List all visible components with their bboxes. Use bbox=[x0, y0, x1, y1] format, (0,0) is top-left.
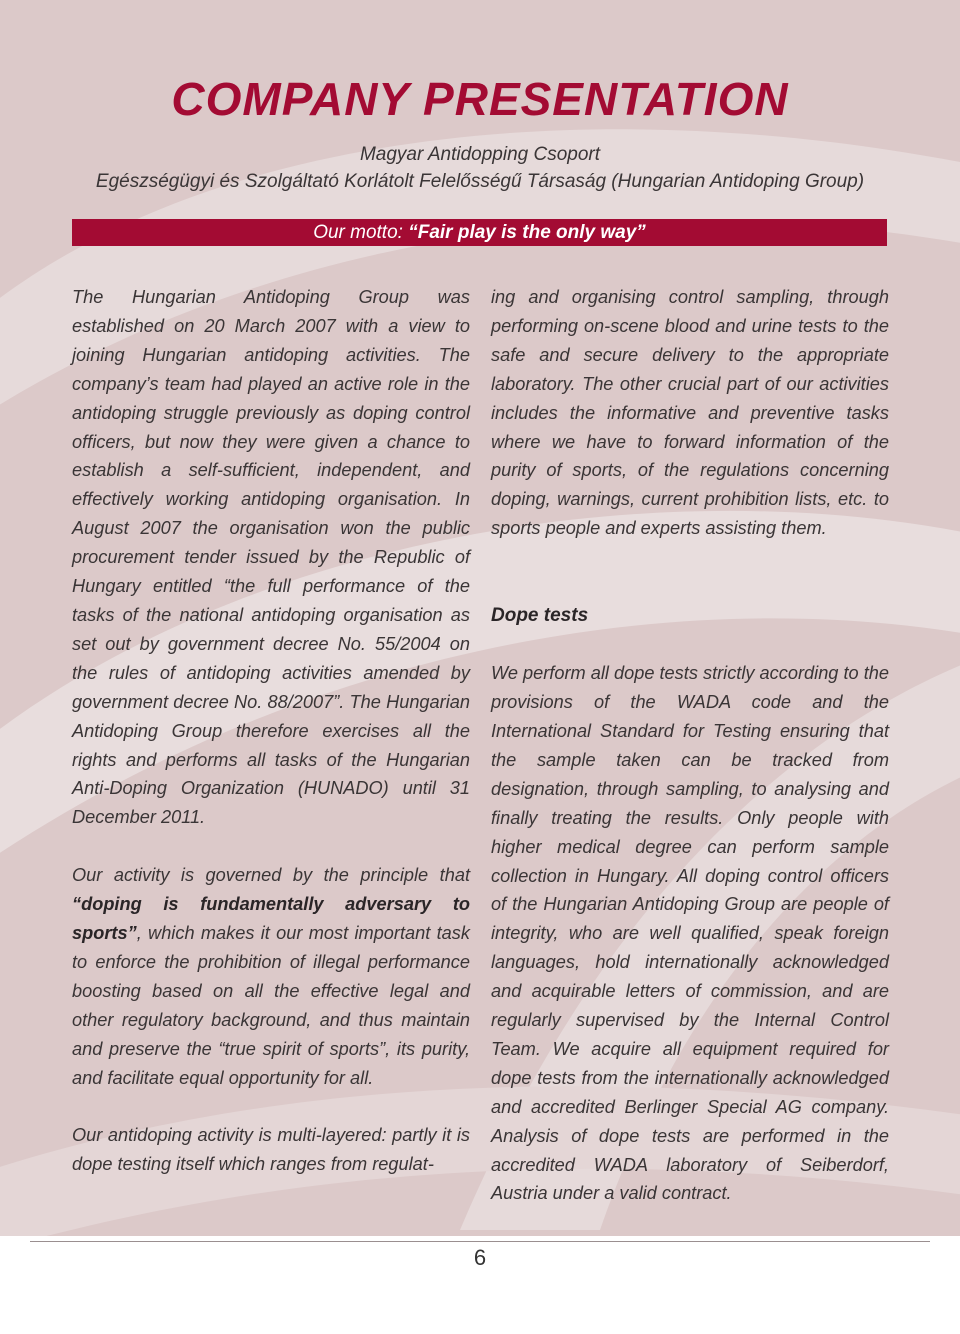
principle-end: , which makes it our most important task to enforce the prohibition of illegal performance boosting based on all the effective legal and other regulatory background, and thus maintain and preserve the “true spirit of sports”, its purity, and facilitate equal opportunity for all. bbox=[72, 923, 470, 1088]
multilayer-paragraph: Our antidoping activity is multi-layered: partly it is dope testing itself which ranges from regulat- bbox=[72, 1125, 470, 1175]
footer-divider bbox=[30, 1241, 930, 1242]
left-column bbox=[72, 283, 470, 1179]
motto-prefix: Our motto: bbox=[313, 222, 409, 243]
company-name-hungarian-full: Egészségügyi és Szolgáltató Korlátolt Felelősségű Társaság (Hungarian Antidoping Group) bbox=[95, 171, 865, 192]
principle-highlight: “doping is fundamentally adversary to sports” bbox=[72, 894, 470, 944]
intro-paragraph: The Hungarian Antidoping Group was established on 20 March 2007 with a view to joining Hungarian antidoping activities. The company’s team had played an active role in the antidoping struggle previously as doping control officers, but now they were given a chance to establish a self-sufficient, independent, and effectively working antidoping organisation. In August 2007 the organisation won the public procurement tender issued by the Republic of Hungary entitled “the full performance of the tasks of the national antidoping organisation as set out by government decree No. 55/2004 on the rules of antidoping activities amended by government decree No. 88/2007”. The Hungarian Antidoping Group therefore exercises all the rights and performs all tasks of the Hungarian Anti-Doping Organization (HUNADO) until 31 December 2011. bbox=[72, 287, 470, 828]
dope-tests-paragraph: We perform all dope tests strictly according to the provisions of the WADA code and the International Standard for Testing ensuring that the sample taken can be tracked from designation, through sampling, to analysing and finally treating the results. Only people with higher medical degree can perform sample collection in Hungary. All doping control officers of the Hungarian Antidoping Group are people of integrity, who are well qualified, speak foreign languages, hold internationally acknowledged and acquirable letters of commission, and are regularly supervised by the Internal Control Team. We acquire all equipment required for dope tests from the internationally acknowledged and accredited Berlinger Special AG company. Analysis of dope tests are performed in the accredited WADA laboratory of Seiberdorf, Austria under a valid contract. bbox=[491, 663, 889, 1204]
section-heading-dope-tests: Dope tests bbox=[491, 605, 589, 627]
right-column bbox=[491, 283, 889, 1208]
activities-paragraph: ing and organising control sampling, through performing on-scene blood and urine tests to the safe and secure delivery to the appropriate laboratory. The other crucial part of our activities includes the informative and preventive tasks where we have to forward information of the purity of sports, of the regulations concerning doping, warnings, current prohibition lists, etc. to sports people and experts assisting them. bbox=[491, 287, 889, 539]
company-name-hungarian-short: Magyar Antidopping Csoport bbox=[359, 144, 601, 165]
principle-start: Our activity is governed by the principle that bbox=[72, 865, 470, 886]
motto-text: “Fair play is the only way” bbox=[408, 222, 646, 243]
motto-bar bbox=[72, 219, 887, 246]
page-title: COMPANY PRESENTATION bbox=[171, 73, 789, 125]
page-number: 6 bbox=[473, 1245, 487, 1270]
principle-paragraph bbox=[72, 861, 470, 1092]
